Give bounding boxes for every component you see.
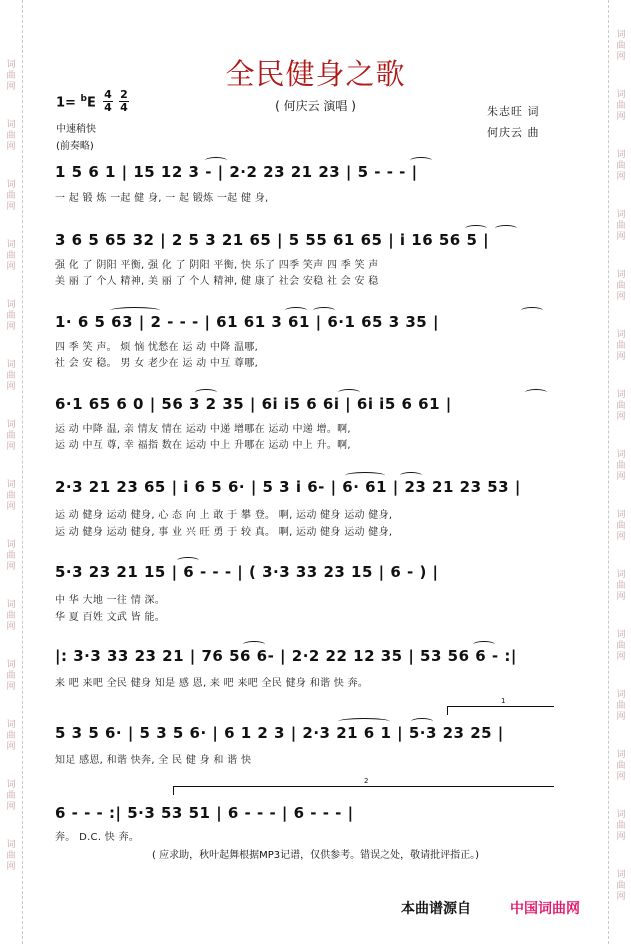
watermark-text: 词曲网	[6, 600, 16, 632]
left-margin-watermark	[0, 0, 23, 944]
lyrics-verse-2: 美 丽 了 个人 精神, 美 丽 了 个人 精神, 健 康了 社会 安稳 社 会 安 稳	[55, 276, 379, 287]
tie-arc	[400, 472, 422, 479]
watermark-text: 词曲网	[616, 630, 626, 662]
watermark-text: 词曲网	[6, 360, 16, 392]
tie-arc	[410, 157, 432, 164]
watermark-text: 词曲网	[616, 30, 626, 62]
watermark-text: 词曲网	[616, 510, 626, 542]
song-title: 全民健身之歌	[225, 57, 406, 91]
notation: 1· 6 5 63 | 2 - - - | 61 61 3 61 | 6·1 65 3 35 |	[55, 313, 439, 331]
tie-arc	[177, 557, 199, 564]
site-name: 中国词曲网	[510, 901, 580, 917]
watermark-text: 词曲网	[6, 840, 16, 872]
notation: 2·3 21 23 65 | i 6 5 6· | 5 3 i 6- | 6· 61 | 23 21 23 53 |	[55, 478, 521, 496]
tie-arc	[525, 389, 547, 396]
watermark-text: 词曲网	[6, 480, 16, 512]
notation: 6·1 65 6 0 | 56 3 2 35 | 6i i5 6 6i | 6i i5 6 61 |	[55, 395, 452, 413]
tie-arc	[243, 641, 265, 648]
right-margin-watermark	[608, 0, 631, 944]
watermark-text: 词曲网	[616, 570, 626, 602]
watermark-text: 词曲网	[6, 180, 16, 212]
source-label: 本曲谱源自	[401, 901, 471, 917]
volta-label: 2	[364, 777, 369, 785]
lyrics-verse-1: 中 华 大地 一往 情 深。	[55, 595, 166, 606]
flat-sign: b	[80, 94, 87, 104]
notation: |: 3·3 33 23 21 | 76 56 6- | 2·2 22 12 35 | 53 56 6 - :|	[55, 647, 517, 665]
tie-arc	[521, 307, 543, 314]
notation: 6 - - - :| 5·3 53 51 | 6 - - - | 6 - - - |	[55, 804, 354, 822]
tie-arc	[465, 225, 487, 232]
watermark-text: 词曲网	[6, 300, 16, 332]
meter-denominator: 4	[120, 101, 128, 114]
watermark-text: 词曲网	[616, 270, 626, 302]
lyrics-ending: 知足 感恩, 和谐 快奔, 全 民 健 身 和 谐 快	[55, 755, 252, 766]
meter-numerator: 2	[120, 88, 128, 101]
watermark-text: 词曲网	[6, 720, 16, 752]
tie-arc	[411, 718, 433, 725]
time-signature-2-4	[119, 90, 129, 113]
volta-label: 1	[501, 697, 506, 705]
watermark-text: 词曲网	[6, 120, 16, 152]
notation: 1 5 6 1 | 15 12 3 - | 2·2 23 21 23 | 5 - - - |	[55, 163, 418, 181]
lyrics-verse-2: 运 动 健身 运动 健身, 事 业 兴 旺 勇 于 较 真。 啊, 运动 健身 运动 健身,	[55, 527, 393, 538]
watermark-text: 词曲网	[616, 870, 626, 902]
meter-denominator: 4	[104, 101, 112, 114]
notation: 3 6 5 65 32 | 2 5 3 21 65 | 5 55 61 65 | i 16 56 5 |	[55, 231, 490, 249]
lyrics-chorus: 来 吧 来吧 全民 健身 知是 感 恩, 来 吧 来吧 全民 健身 和谐 快 奔。	[55, 678, 369, 689]
watermark-text: 词曲网	[6, 240, 16, 272]
watermark-text: 词曲网	[6, 420, 16, 452]
notation: 5 3 5 6· | 5 3 5 6· | 6 1 2 3 | 2·3 21 6 1 | 5·3 23 25 |	[55, 724, 504, 742]
watermark-text: 词曲网	[616, 450, 626, 482]
watermark-text: 词曲网	[616, 330, 626, 362]
watermark-text: 词曲网	[616, 690, 626, 722]
notation: 5·3 23 21 15 | 6 - - - | ( 3·3 33 23 15 | 6 - ) |	[55, 563, 439, 581]
watermark-text: 词曲网	[6, 540, 16, 572]
lyrics-verse-1: 四 季 笑 声。 烦 恼 忧愁在 运 动 中降 温哪,	[55, 342, 259, 353]
lyrics-verse-1: 一 起 锻 炼 一起 健 身, 一 起 锻炼 一起 健 身,	[55, 193, 269, 204]
lyrics-verse-1: 强 化 了 阴阳 平衡, 强 化 了 阴阳 平衡, 快 乐了 四季 笑声 四 季 笑 声	[55, 260, 379, 271]
tie-arc	[205, 157, 227, 164]
lyrics-ending: 奔。 D.C. 快 奔。	[55, 832, 140, 843]
watermark-text: 词曲网	[616, 210, 626, 242]
lyrics-verse-1: 运 动 中降 温, 亲 情友 情在 运动 中递 增哪在 运动 中递 增。啊,	[55, 424, 351, 435]
tie-arc	[338, 389, 360, 396]
composer-credit: 何庆云 曲	[487, 126, 540, 139]
slur-arc	[338, 718, 390, 725]
watermark-text: 词曲网	[616, 390, 626, 422]
time-signature-4-4	[103, 90, 113, 113]
key-prefix: 1=	[56, 95, 76, 111]
tie-arc	[495, 225, 517, 232]
lyrics-verse-2: 运 动 中互 尊, 幸 福指 数在 运动 中上 升哪在 运动 中上 升。啊,	[55, 440, 351, 451]
lyricist-credit: 朱志旺 词	[487, 105, 540, 118]
lyrics-verse-2: 华 夏 百姓 文武 皆 能。	[55, 612, 166, 623]
tie-arc	[285, 307, 307, 314]
watermark-text: 词曲网	[616, 150, 626, 182]
transcriber-footnote: ( 应求助，秋叶起舞根据MP3记谱，仅供参考。错误之处，敬请批评指正。)	[151, 850, 479, 861]
lyrics-verse-1: 运 动 健身 运动 健身, 心 态 向 上 敢 于 攀 登。 啊, 运动 健身 运动 健身,	[55, 510, 393, 521]
watermark-text: 词曲网	[616, 90, 626, 122]
watermark-text: 词曲网	[6, 60, 16, 92]
meter-numerator: 4	[104, 88, 112, 101]
performer-line: ( 何庆云 演唱 )	[275, 99, 356, 113]
tie-arc	[195, 389, 217, 396]
slur-arc	[110, 307, 160, 314]
key-signature	[56, 94, 96, 110]
tempo-marking: 中速稍快	[56, 124, 96, 135]
watermark-text: 词曲网	[6, 780, 16, 812]
first-ending-bracket	[447, 697, 554, 715]
lyrics-verse-2: 社 会 安 稳。 男 女 老少在 运 动 中互 尊哪,	[55, 358, 259, 369]
prelude-note: (前奏略)	[56, 141, 94, 152]
tie-arc	[473, 641, 495, 648]
watermark-text: 词曲网	[616, 750, 626, 782]
watermark-text: 词曲网	[6, 660, 16, 692]
second-ending-bracket	[173, 777, 554, 795]
slur-arc	[345, 472, 385, 479]
tie-arc	[313, 307, 335, 314]
watermark-text: 词曲网	[616, 810, 626, 842]
key-note: E	[86, 95, 96, 111]
